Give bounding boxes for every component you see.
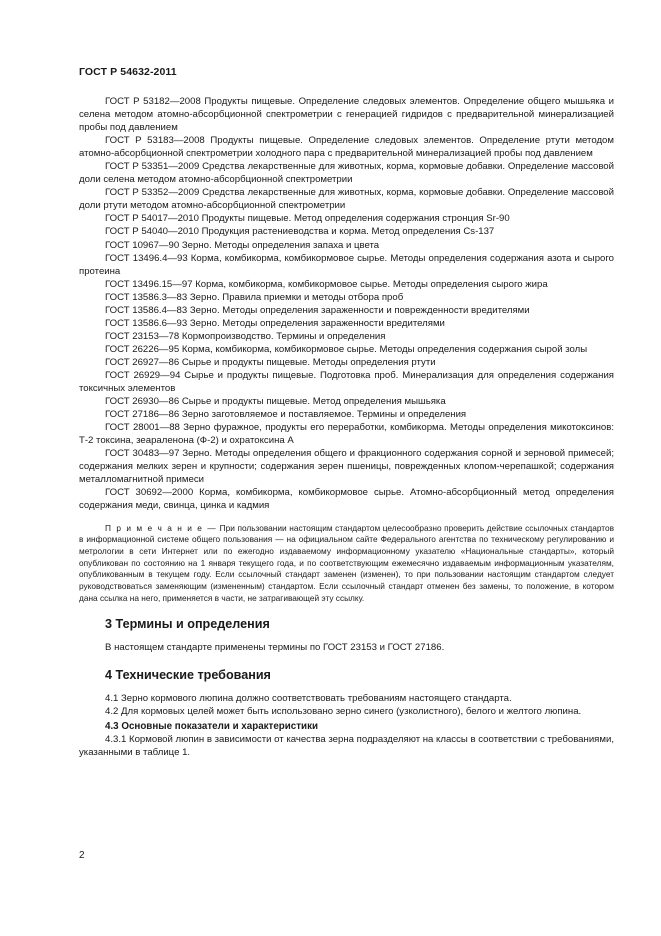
note-text: При пользовании настоящим стандартом целесообразно проверить действие ссылочных стандартов в информационной системе общего пользования — на официальном сайте Федерального агентства по техническому регулированию и метрологии в сети Интернет или по ежегодно издаваемому информационному указателю «Национальные стандарты», который опубликован по состоянию на 1 января текущего года, и по соответствующим ежемесячно издаваемым информационным указателям, опубликованным в текущем году. Если ссылочный стандарт заменен (изменен), то при пользовании настоящим стандартом следует руководствоваться заменяющим (измененным) стандартом. Если ссылочный стандарт отменен без замены, то положение, в котором дана ссылка на него, применяется в части, не затрагивающей эту ссылку. xyxy=(79,522,614,603)
section-3-heading: 3 Термины и определения xyxy=(105,617,270,632)
reference-item: ГОСТ 30483—97 Зерно. Методы определения общего и фракционного содержания сорной и зерновой примесей; содержания мелких зерен и крупности; содержания зерен пшеницы, поврежденных клопом-черепашкой; содержания металломагнитной примеси xyxy=(79,448,614,486)
reference-item: ГОСТ 28001—88 Зерно фуражное, продукты его переработки, комбикорма. Методы определения микотоксинов: Т-2 токсина, зеараленона (Ф-2) и охратоксина А xyxy=(79,422,614,447)
reference-item: ГОСТ 30692—2000 Корма, комбикорма, комбикормовое сырье. Атомно-абсорбционный метод определения содержания меди, свинца, цинка и кадмия xyxy=(79,487,614,512)
reference-item: ГОСТ 26226—95 Корма, комбикорма, комбикормовое сырье. Методы определения содержания сырой золы xyxy=(105,343,588,355)
page-number: 2 xyxy=(79,850,85,861)
page-content xyxy=(79,95,614,759)
section-4-3-1-text: 4.3.1 Кормовой люпин в зависимости от качества зерна подразделяют на классы в соответствии с требованиями, указанными в таблице 1. xyxy=(79,733,614,758)
reference-item: ГОСТ 26929—94 Сырье и продукты пищевые. Подготовка проб. Минерализация для определения содержания токсичных элементов xyxy=(79,369,614,395)
reference-item: ГОСТ 26927—86 Сырье и продукты пищевые. Методы определения ртути xyxy=(105,356,436,368)
reference-list xyxy=(79,95,614,513)
reference-item: ГОСТ 26930—86 Сырье и продукты пищевые. Метод определения мышьяка xyxy=(105,396,446,408)
reference-item: ГОСТ 13496.15—97 Корма, комбикорма, комбикормовое сырье. Методы определения сырого жира xyxy=(105,278,548,290)
reference-item: ГОСТ Р 53182—2008 Продукты пищевые. Определение следовых элементов. Определение общего мышьяка и селена методом атомно-абсорбционной спектрометрии с генерацией гидридов с предварительной минерализацией пробы под давлением xyxy=(79,96,614,134)
section-4-1-text: 4.1 Зерно кормового люпина должно соответствовать требованиям настоящего стандарта. xyxy=(105,692,512,704)
section-3-text: В настоящем стандарте применены термины по ГОСТ 23153 и ГОСТ 27186. xyxy=(105,642,445,654)
note-block xyxy=(79,523,614,605)
reference-item: ГОСТ 13496.4—93 Корма, комбикорма, комбикормовое сырье. Методы определения содержания азота и сырого протеина xyxy=(79,252,614,277)
reference-item: ГОСТ Р 54040—2010 Продукция растениеводства и корма. Метод определения Cs-137 xyxy=(105,226,495,238)
reference-item: ГОСТ 27186—86 Зерно заготовляемое и поставляемое. Термины и определения xyxy=(105,409,467,421)
section-4-heading: 4 Технические требования xyxy=(105,667,271,682)
reference-item: ГОСТ Р 54017—2010 Продукты пищевые. Метод определения содержания стронция Sr-90 xyxy=(105,213,510,225)
reference-item: ГОСТ Р 53183—2008 Продукты пищевые. Определение следовых элементов. Определение ртути методом атомно-абсорбционной спектрометрии холодного пара с предварительной минерализацией пробы под давлением xyxy=(79,135,614,160)
reference-item: ГОСТ 13586.4—83 Зерно. Методы определения зараженности и поврежденности вредителями xyxy=(105,304,530,316)
note-label: П р и м е ч а н и е — xyxy=(105,522,218,533)
page-header-doc-id: ГОСТ Р 54632-2011 xyxy=(79,66,177,78)
reference-item: ГОСТ Р 53352—2009 Средства лекарственные для животных, корма, кормовые добавки. Определение массовой доли ртути методом атомно-абсорбционной спектрометрии xyxy=(79,187,614,212)
reference-item: ГОСТ 13586.3—83 Зерно. Правила приемки и методы отбора проб xyxy=(105,291,404,303)
reference-item: ГОСТ 23153—78 Кормопроизводство. Термины и определения xyxy=(105,330,386,342)
section-4-3-heading: 4.3 Основные показатели и характеристики xyxy=(105,720,318,732)
reference-item: ГОСТ 13586.6—93 Зерно. Методы определения зараженности вредителями xyxy=(105,317,445,329)
reference-item: ГОСТ 10967—90 Зерно. Методы определения запаха и цвета xyxy=(105,239,380,251)
section-4-2-text: 4.2 Для кормовых целей может быть использовано зерно синего (узколистного), белого и желтого люпина. xyxy=(105,705,582,717)
reference-item: ГОСТ Р 53351—2009 Средства лекарственные для животных, корма, кормовые добавки. Определение массовой доли селена методом атомно-абсорбционной спектрометрии xyxy=(79,161,614,186)
